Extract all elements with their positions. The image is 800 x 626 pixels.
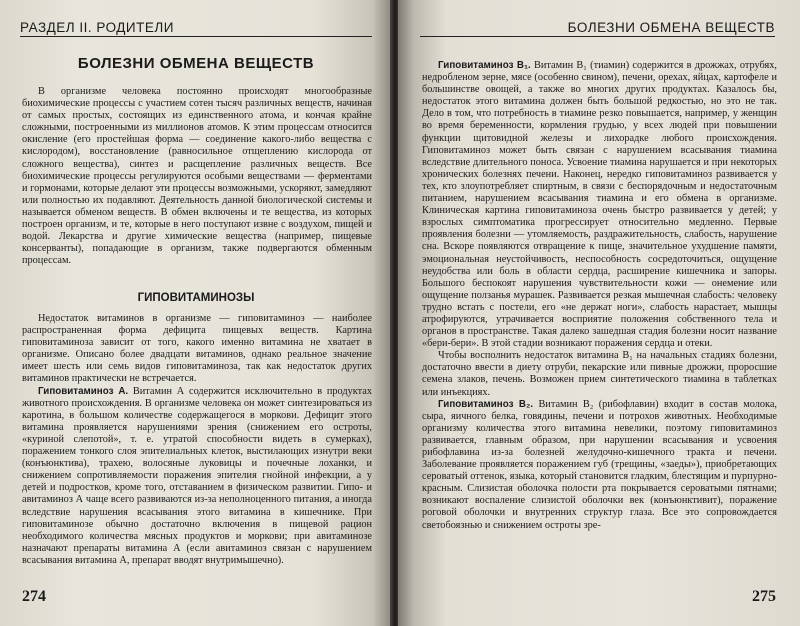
vitamin-b1-term: Гиповитаминоз B₁. xyxy=(438,60,531,71)
hypovitaminosis-intro-paragraph: Недостаток витаминов в организме — гиповитаминоз — наиболее распространенная форма дефицита пищевых веществ. Картина гиповитаминоза зависит от того, какого именно витамина не хватает в организме. Описано более двадцати витаминов, однако реальное значение имеет шесть или семь видов гиповитаминоза, так как недостаток других витаминов практически не встречается. xyxy=(22,313,372,385)
page-number-left: 274 xyxy=(22,588,46,605)
running-header-right: БОЛЕЗНИ ОБМЕНА ВЕЩЕСТВ xyxy=(420,20,775,37)
vitamin-b1-treatment-paragraph: Чтобы восполнить недостаток витамина B₁ на начальных стадиях болезни, достаточно ввести в диету отруби, пекарские или пивные дрожжи, проросшие семена злаков, печень. Возможен прием синтетического тиамина в таблетках или инъекциях. xyxy=(422,350,777,398)
running-header: РАЗДЕЛ II. РОДИТЕЛИ xyxy=(20,20,372,37)
vitamin-a-term: Гиповитаминоз А. xyxy=(38,385,129,397)
vitamin-b1-text: Витамин B₁ (тиамин) содержится в дрожжах, отрубях, недробленом зерне, мясе (особенно свином), печени, орехах, яйцах, картофеле и большинстве овощей, а также во многих других продуктах. Казалось бы, недостаток этого витамина должен быть большой редкостью, но это не так. Дело в том, что потребность в тиамине резко повышается, например, у женщин во время беременности, кормления грудью, у всех людей при повышении функции щитовидной железы и лихорадке любого происхождения. Гиповитаминоз может быть связан с нарушением всасывания тиамина вследствие длительного поноса. Усвоение тиамина нарушается и при некоторых хронических болезнях печени. Наконец, нередко гиповитаминоз развивается у тех, кто злоупотребляет спиртным, в связи с беспорядочным и недостаточным питанием, нарушением всасывания тиамина и его обмена в организме. Клиническая картина гиповитаминоза очень быстро развивается у детей; у взрослых симптоматика прогрессирует относительно медленно. Первые проявления болезни — утомляемость, раздражительность, слабость, нарушение сна. Вскоре появляются отвращение к пище, значительное ухудшение памяти, эмоциональная неустойчивость, неспособность сосредоточиться, ощущение неудобства или боль в области сердца, расширение кишечника и запоры. Большого беспокоят нарушения чувствительности кожи — онемение или ощущение ползанья мурашек. Развивается резкая мышечная слабость: человеку трудно встать с постели, его «не держат ноги», слабость нарастает, мышцы атрофируются, утрачивается восприятие положения собственного тела и органов в пространстве. Такая далеко зашедшая стадия болезни носит название «бери-бери». В этой стадии возникают поражения сердца и отеки. xyxy=(422,60,777,350)
left-page xyxy=(0,0,392,626)
right-page xyxy=(398,0,800,626)
section-title: ГИПОВИТАМИНОЗЫ xyxy=(137,292,255,304)
vitamin-b2-text: Витамин B₂ (рибофлавин) входит в состав молока, сыра, яичного белка, говядины, печени и потрохов животных. Необходимые организму количества этого витамина невелики, поэтому гиповитаминоз развивается, главным образом, при нарушении всасывания и усвоения рибофлавина из-за болезней желудочно-кишечного тракта и печени. Заболевание проявляется поражением губ (трещины, «заеды»), приобретающих сероватый оттенок, языка, который становится гладким, блестящим и пурпурно-красным. Слизистая оболочка полости рта покрывается сероватыми пятнами; возникают воспаление слизистой оболочки век (конъюнктивит), поражение роговой оболочки и внутренних структур глаза. Все это сопровождается светобоязнью и снижением остроты зре- xyxy=(422,398,777,531)
vitamin-b-text xyxy=(422,60,777,532)
vitamin-b1-paragraph xyxy=(422,60,777,350)
chapter-title: БОЛЕЗНИ ОБМЕНА ВЕЩЕСТВ xyxy=(77,55,315,72)
vitamin-b2-paragraph xyxy=(422,399,777,532)
intro-text xyxy=(22,86,372,267)
vitamin-a-paragraph xyxy=(22,386,372,567)
hypovitaminosis-text xyxy=(22,313,372,567)
vitamin-b2-term: Гиповитаминоз B₂. xyxy=(438,398,534,410)
page-number-right: 275 xyxy=(752,588,776,605)
vitamin-a-text: Витамин А содержится исключительно в продуктах животного происхождения. В организме человека он может синтезироваться из каротина, в большом количестве содержащегося в моркови. Дефицит этого витамина проявляется нарушениями зрения (снижением его остроты, «куриной слепотой», т. е. утратой способности видеть в сумерках), поражением тонкого слоя эпителиальных клеток, выстилающих изнутри веки (конъюнктива), трахею, волосяные луковицы и почечные лоханки, и снижением сопротивляемости поражения эпителия гнойной инфекции, а у детей и подростков, кроме того, отставанием в физическом развитии. Гипо- и авитаминоз А чаще всего развиваются из-за неполноценного питания, а иногда вследствие нарушения всасывания этого витамина в кишечнике. При гиповитаминозе обычно достаточно включения в пищевой рацион необходимого количества мясных продуктов и моркови; при авитаминозе назначают препараты витамина А (если авитаминоз связан с нарушением всасывания витамина А, препарат вводят внутримышечно). xyxy=(22,385,372,566)
intro-paragraph: В организме человека постоянно происходят многообразные биохимические процессы с участием сотен тысяч различных веществ, начиная от самых простых, состоящих из единственного атома, и кончая крайне сложными, построенными из миллионов атомов. К этим процессам относится окисление (его простейшая форма — соединение какого-либо вещества с кислородом), восстановление (равносильное отщеплению кислорода от сложного вещества), синтез и расщепление различных веществ. Все биохимические процессы регулируются особыми веществами — ферментами и гормонами, которые делают эти процессы возможными, ускоряют, замедляют или полностью их подавляют. Деятельность данной биологической системы и называется обменом веществ. В обмен включены и те вещества, из которых построен организм, и те, которые в него поступают извне с воздухом, пищей и водой. Лекарства и другие химические вещества (например, пищевые консерванты), попадающие в организм, также подвергаются обменным процессам. xyxy=(22,86,372,267)
